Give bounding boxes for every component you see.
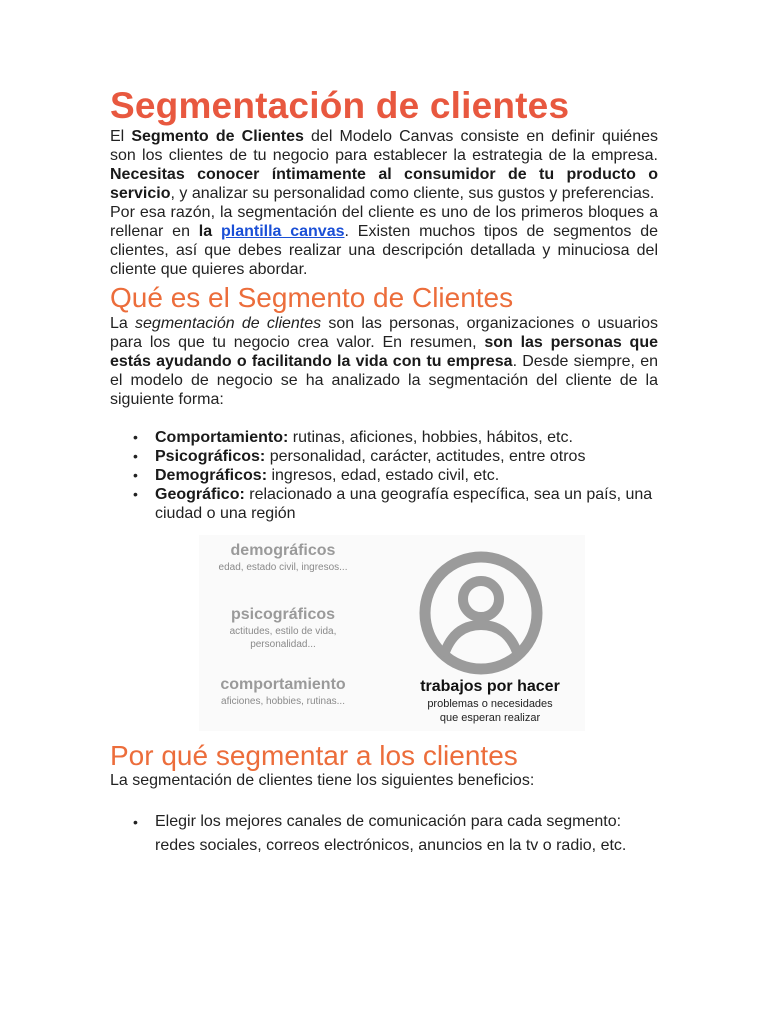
what-paragraph (110, 314, 658, 409)
comportamiento-title: comportamiento (220, 676, 346, 693)
jobs-block (395, 677, 585, 725)
text-run: El (110, 128, 132, 145)
text-run: La (110, 315, 136, 332)
demograficos-subtitle: edad, estado civil, ingresos... (218, 562, 348, 573)
intro-paragraph-2 (110, 203, 658, 279)
list-item (155, 466, 658, 485)
bold-run: Segmento de Clientes (131, 128, 304, 145)
comportamiento-subtitle: aficiones, hobbies, rutinas... (221, 696, 345, 707)
text-run: . Desde siempre, en el modelo de negocio se ha analizado la segmentación del cliente de la siguiente forma: (110, 353, 658, 408)
criteria-label: Comportamiento: (155, 429, 289, 446)
criteria-label: Psicográficos: (155, 448, 266, 465)
document-content (110, 84, 658, 858)
text-run: Por esa razón, la segmentación del cliente es uno de los primeros bloques a rellenar en (110, 204, 658, 240)
page-title: Segmentación de clientes (110, 85, 570, 126)
jobs-title: trabajos por hacer (420, 678, 560, 695)
criteria-text: personalidad, carácter, actitudes, entre otros (265, 448, 586, 465)
criteria-text: ingresos, edad, estado civil, etc. (267, 467, 500, 484)
criteria-text: rutinas, aficiones, hobbies, hábitos, etc. (288, 429, 573, 446)
demograficos-title: demográficos (230, 542, 336, 559)
psicograficos-subtitle: personalidad... (250, 639, 316, 650)
section-heading-why: Por qué segmentar a los clientes (110, 740, 518, 771)
italic-run: segmentación de clientes (135, 315, 322, 332)
user-circle-icon (417, 549, 545, 677)
list-item (155, 428, 658, 447)
why-intro: La segmentación de clientes tiene los siguientes beneficios: (110, 772, 535, 789)
criteria-label: Demográficos: (155, 467, 268, 484)
list-item (155, 485, 658, 523)
demograficos-block (203, 541, 363, 574)
text-run: son las personas, organizaciones o usuarios para los que tu negocio crea valor. En resumen, (110, 315, 659, 351)
section-heading-what: Qué es el Segmento de Clientes (110, 282, 514, 313)
intro-paragraph (110, 127, 658, 203)
text-run: . Existen muchos tipos de segmentos de clientes, así que debes realizar una descripción detallada y minuciosa del cliente que quieres abordar. (110, 223, 659, 278)
psicograficos-subtitle: actitudes, estilo de vida, (229, 626, 337, 637)
bold-run: son las personas que estás ayudando o facilitando la vida con tu empresa (110, 334, 659, 370)
list-item: • Elegir los mejores canales de comunicación para cada segmento: redes sociales, correos electrónicos, anuncios en la tv o radio, etc. (155, 810, 648, 858)
bold-run: Necesitas conocer íntimamente al consumidor de tu producto o servicio (110, 166, 658, 202)
criteria-label: Geográfico: (155, 486, 245, 503)
comportamiento-block (199, 675, 367, 708)
benefits-list (110, 810, 658, 858)
criteria-list (110, 428, 658, 523)
criteria-text: relacionado a una geografía específica, sea un país, una ciudad o una región (155, 486, 653, 522)
bold-run: la (198, 223, 221, 240)
list-item (155, 447, 658, 466)
psicograficos-title: psicográficos (230, 606, 336, 623)
plantilla-canvas-link[interactable]: plantilla canvas (220, 223, 345, 240)
jobs-subtitle: problemas o necesidades (427, 698, 553, 710)
text-run: , y analizar su personalidad como cliente, sus gustos y preferencias. (170, 185, 655, 202)
text-run: del Modelo Canvas consiste en definir quiénes son los clientes de tu negocio para establecer la estrategia de la empresa. (110, 128, 659, 164)
jobs-subtitle: que esperan realizar (439, 712, 541, 724)
segmentation-figure (199, 535, 585, 731)
psicograficos-block (203, 605, 363, 651)
